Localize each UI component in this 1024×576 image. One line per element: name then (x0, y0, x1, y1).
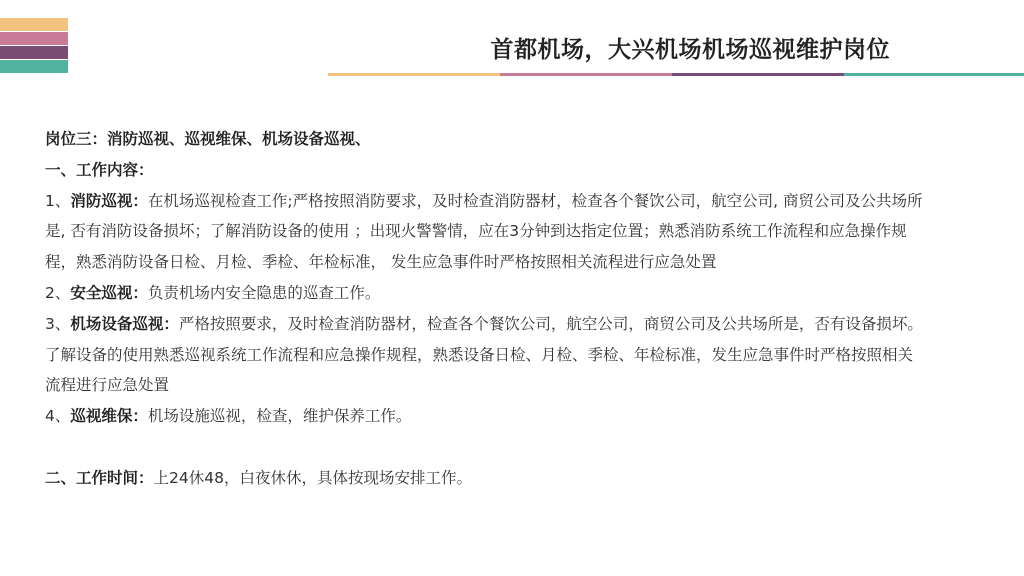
item-label: 消防巡视： (70, 191, 148, 210)
title-underline (328, 73, 1024, 76)
item-label: 安全巡视： (70, 283, 148, 302)
underline-segment-teal (844, 73, 1024, 76)
page-title: 首都机场，大兴机场机场巡视维护岗位 (490, 37, 890, 63)
work-time-label: 二、工作时间： (45, 468, 154, 487)
item-equipment-patrol (45, 309, 925, 401)
item-text: 负责机场内安全隐患的巡查工作。 (147, 283, 381, 302)
section-work-time (45, 463, 925, 494)
item-text: 严格按照要求，及时检查消防器材，检查各个餐饮公司，航空公司，商贸公司及公共场所是，否有设备损坏。了解设备的使用熟悉巡视系统工作流程和应急操作规程，熟悉设备日检、月检、季检、年检标准，发生应急事件时严格按照相关流程进行应急处置 (45, 314, 923, 395)
underline-segment-pink (500, 73, 672, 76)
stripe-purple (0, 46, 68, 59)
decorative-stripes (0, 18, 68, 74)
stripe-pink (0, 32, 68, 45)
item-number: 3、 (45, 314, 71, 333)
item-number: 2、 (45, 283, 71, 302)
item-label: 机场设备巡视： (70, 314, 179, 333)
section-work-content-heading: 一、工作内容： (45, 160, 154, 179)
work-time-text: 上24休48，白夜休休，具体按现场安排工作。 (153, 468, 472, 487)
body-content (45, 124, 925, 494)
item-label: 巡视维保： (70, 407, 148, 426)
item-number: 1、 (45, 191, 71, 210)
item-text: 机场设施巡视，检查，维护保养工作。 (147, 407, 412, 426)
underline-segment-purple (672, 73, 844, 76)
stripe-orange (0, 18, 68, 31)
stripe-teal (0, 60, 68, 73)
item-number: 4、 (45, 407, 71, 426)
underline-segment-orange (328, 73, 500, 76)
position-heading: 岗位三：消防巡视、巡视维保、机场设备巡视、 (45, 130, 371, 148)
item-safety-patrol (45, 278, 925, 309)
spacer (45, 432, 925, 463)
item-patrol-maintenance (45, 401, 925, 432)
item-fire-patrol (45, 186, 925, 278)
item-text: 在机场巡视检查工作;严格按照消防要求，及时检查消防器材，检查各个餐饮公司，航空公司, 商贸公司及公共场所是, 否有消防设备损坏；了解消防设备的使用 ；出现火警警情，应在3分钟到达指定位置；熟悉消防系统工作流程和应急操作规程，熟悉消防设备日检、月检、季检、年检标准， 发生应急事件时严格按照相关流程进行应急处置 (45, 191, 923, 272)
